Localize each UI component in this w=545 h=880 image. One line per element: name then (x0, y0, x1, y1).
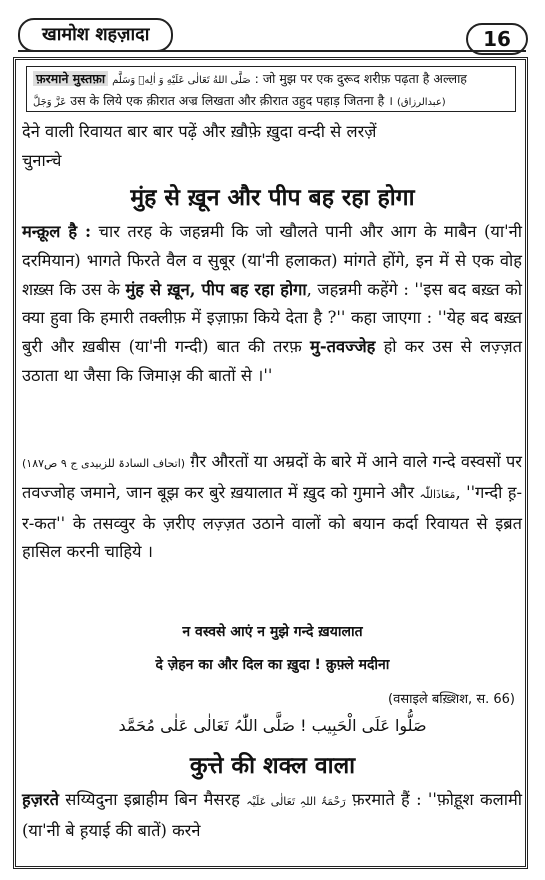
couplet-line2: दे ज़ेहन का और दिल का ख़ुदा ! क़ुफ़्ले मदीना (155, 657, 390, 673)
para3-lead: ह़ज़रते (22, 790, 59, 809)
para1-lead: मन्क़ूल है : (22, 222, 92, 241)
para2-text2: , ''गन्दी ह़-र-कत'' के तसव्वुर के ज़रीए लज़्ज़त उठाने वालों को बयान कर्दा रिवायत से इब्रत हासिल करनी चाहिये । (22, 482, 522, 562)
paragraph-1 (22, 218, 522, 391)
page-number: 16 (466, 23, 528, 55)
intro-line1: देने वाली रिवायत बार बार पढ़ें और ख़ौफ़े ख़ुदा वन्दी से लरज़ें (22, 122, 377, 141)
farman-line2: उस के लिये एक क़ीरात अज्र लिखता और क़ीरात उहुद पहाड़ जितना है । (70, 93, 393, 108)
heading-dog-face: कुत्ते की शक्ल वाला (189, 753, 356, 779)
para2-arabic: مَعَاذَاللّٰہ (419, 487, 456, 501)
farman-label: फ़रमाने मुस्तफ़ा (33, 71, 108, 86)
para3-text2: फ़रमाते हैं : ''फ़ोह़ूश कलामी (या'नी बे ह़याई की बातें) करने (22, 790, 522, 840)
para3-text1: सय्यिदुना इब्राहीम बिन मैसरह (58, 790, 247, 809)
farman-line1: : जो मुझ पर एक दुरूद शरीफ़ पढ़ता है अल्लाह (254, 71, 467, 86)
paragraph-2 (22, 448, 522, 567)
para3-arabic: رَحْمَۃُ اللہِ تَعَالٰی عَلَیْہ (246, 795, 346, 808)
farman-salutation: صَلَّى اللهُ تَعَالٰى عَلَيْهِ وَ اٰلِهٖ وَسَلَّم (112, 75, 251, 86)
intro-line2: चुनान्चे (22, 150, 62, 170)
para2-text1: ग़ैर औरतों या अम्रदों के बारे में आने वाले गन्दे वस्वसों पर तवज्जोह जमाने, जान बूझ कर बुरे ख़यालात में ख़ुद को गुमाने और (22, 452, 523, 502)
farman-box (26, 66, 516, 112)
paragraph-3 (22, 786, 522, 846)
header-rule (18, 50, 526, 52)
heading-blood-pus: मुंह से ख़ून और पीप बह रहा होगा (130, 185, 415, 211)
farman-ref: (عبدالرزاق) (396, 97, 446, 108)
intro-text (22, 118, 522, 176)
para1-text3: हो कर उस से लज़्ज़त उठाता था जैसा कि जिमाअ़ की बातों से ।'' (22, 337, 522, 385)
para1-bold2: मु-तवज्जेह (310, 337, 376, 357)
couplet-line1: न वस्वसे आएं न मुझे गन्दे ख़यालात (182, 624, 363, 640)
farman-arabic: عَزَّ وَجَلَّ (33, 97, 67, 108)
para1-bold1: मुंह से ख़ून, पीप बह रहा होगा (125, 279, 307, 299)
para1-text2: , जहन्नमी कहेंगे : ''इस बद बख़्त को क्या हुवा कि हमारी तक्लीफ़ में इज़ाफ़ा किये देता है ?'' कहा जाएगा : ''येह बद बख़्त बुरी और ख़बीस (या'नी गन्दी) बात की तरफ़ (22, 279, 523, 357)
para1-text1: चार तरह के जहन्नमी कि जो खौलते पानी और आग के माबैन (या'नी दरमियान) भागते फिरते वैल व सुबूर (या'नी हलाकत) मांगते होंगे, इन में से एक वोह शख़्स कि उस के (22, 222, 522, 299)
para2-ref: (اتحاف السادۃ للزبیدی ج ۹ ص۱۸۷) (22, 457, 186, 470)
source-citation: (वसाइले बख़्शिश, स. 66) (388, 692, 515, 707)
book-title: खामोश शहज़ादा (18, 18, 173, 52)
salawat-line: صَلُّوا عَلَی الْحَبِیب ! صَلَّی اللّٰہُ تَعَالٰی عَلٰی مُحَمَّد (118, 716, 427, 735)
